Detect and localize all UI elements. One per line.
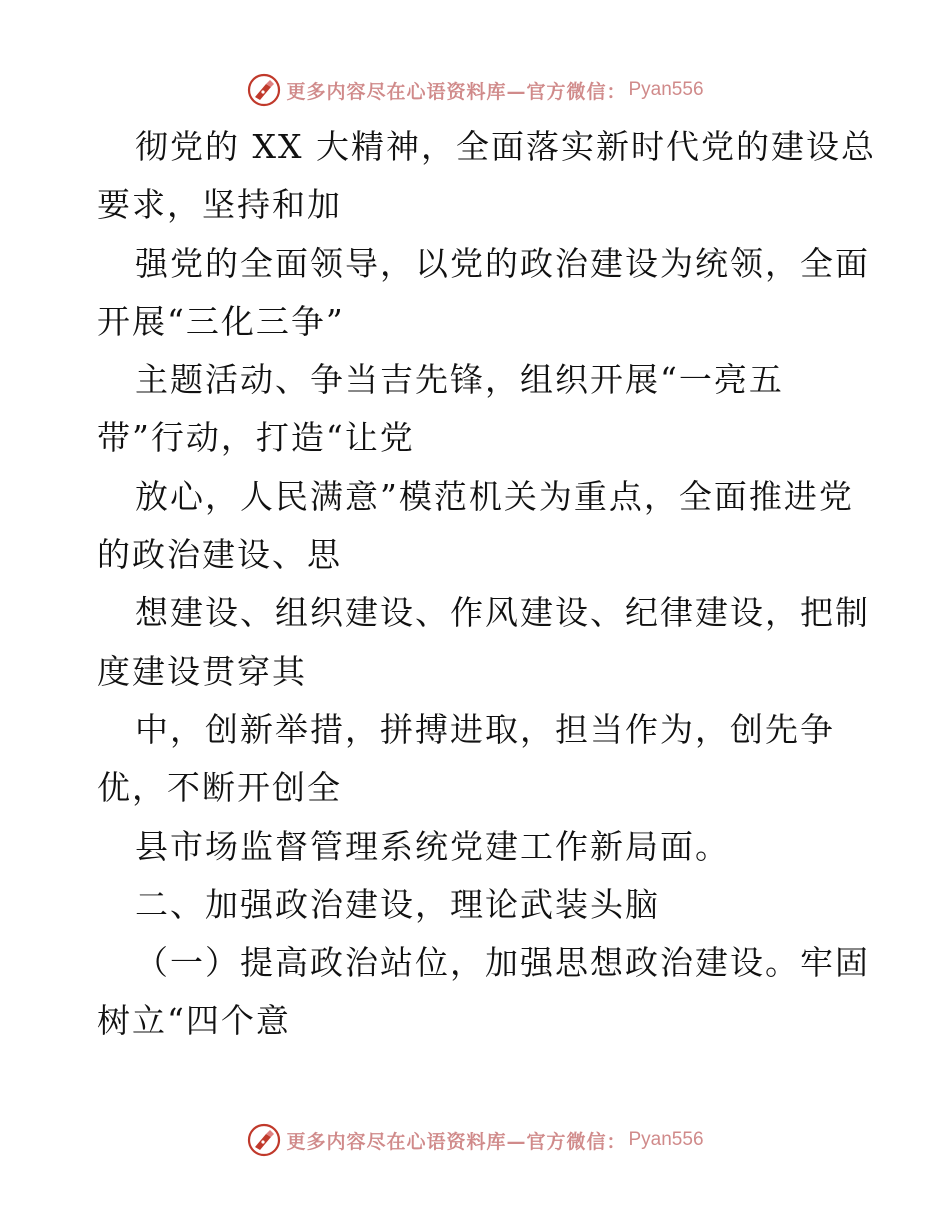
- text-line: 的政治建设、思: [97, 535, 342, 575]
- footer-watermark: [0, 1120, 950, 1160]
- text-line: 要求，坚持和加: [97, 185, 342, 225]
- watermark-text: 更多内容尽在心语资料库—官方微信：: [286, 1130, 627, 1153]
- watermark-handle: Pyan556: [628, 1129, 704, 1150]
- text-line: 度建设贯穿其: [97, 651, 307, 691]
- pen-nib-logo-icon: [246, 72, 282, 108]
- text-line: 中，创新举措，拼搏进取，担当作为，创先争: [135, 709, 835, 749]
- text-line: 树立“四个意: [97, 1001, 291, 1041]
- watermark-text: 更多内容尽在心语资料库—官方微信：: [286, 80, 627, 103]
- text-line: 开展“三化三争”: [97, 301, 345, 341]
- header-watermark: [0, 70, 950, 110]
- pen-nib-logo-icon: [246, 1122, 282, 1158]
- text-line: 优，不断开创全: [97, 768, 342, 808]
- text-line: （一）提高政治站位，加强思想政治建设。牢固: [135, 943, 870, 983]
- text-line: 强党的全面领导，以党的政治建设为统领，全面: [135, 243, 870, 283]
- watermark-handle: Pyan556: [628, 79, 704, 100]
- text-line: 县市场监督管理系统党建工作新局面。: [135, 826, 730, 866]
- text-line: 放心，人民满意”模范机关为重点，全面推进党: [135, 476, 854, 516]
- text-line: 想建设、组织建设、作风建设、纪律建设，把制: [135, 593, 870, 633]
- text-line: 彻党的 XX 大精神，全面落实新时代党的建设总: [135, 127, 876, 166]
- document-body: [97, 118, 876, 1051]
- text-line: 带”行动，打造“让党: [97, 418, 415, 458]
- section-heading: 二、加强政治建设，理论武装头脑: [135, 884, 660, 924]
- text-line: 主题活动、争当吉先锋，组织开展“一亮五: [135, 360, 784, 400]
